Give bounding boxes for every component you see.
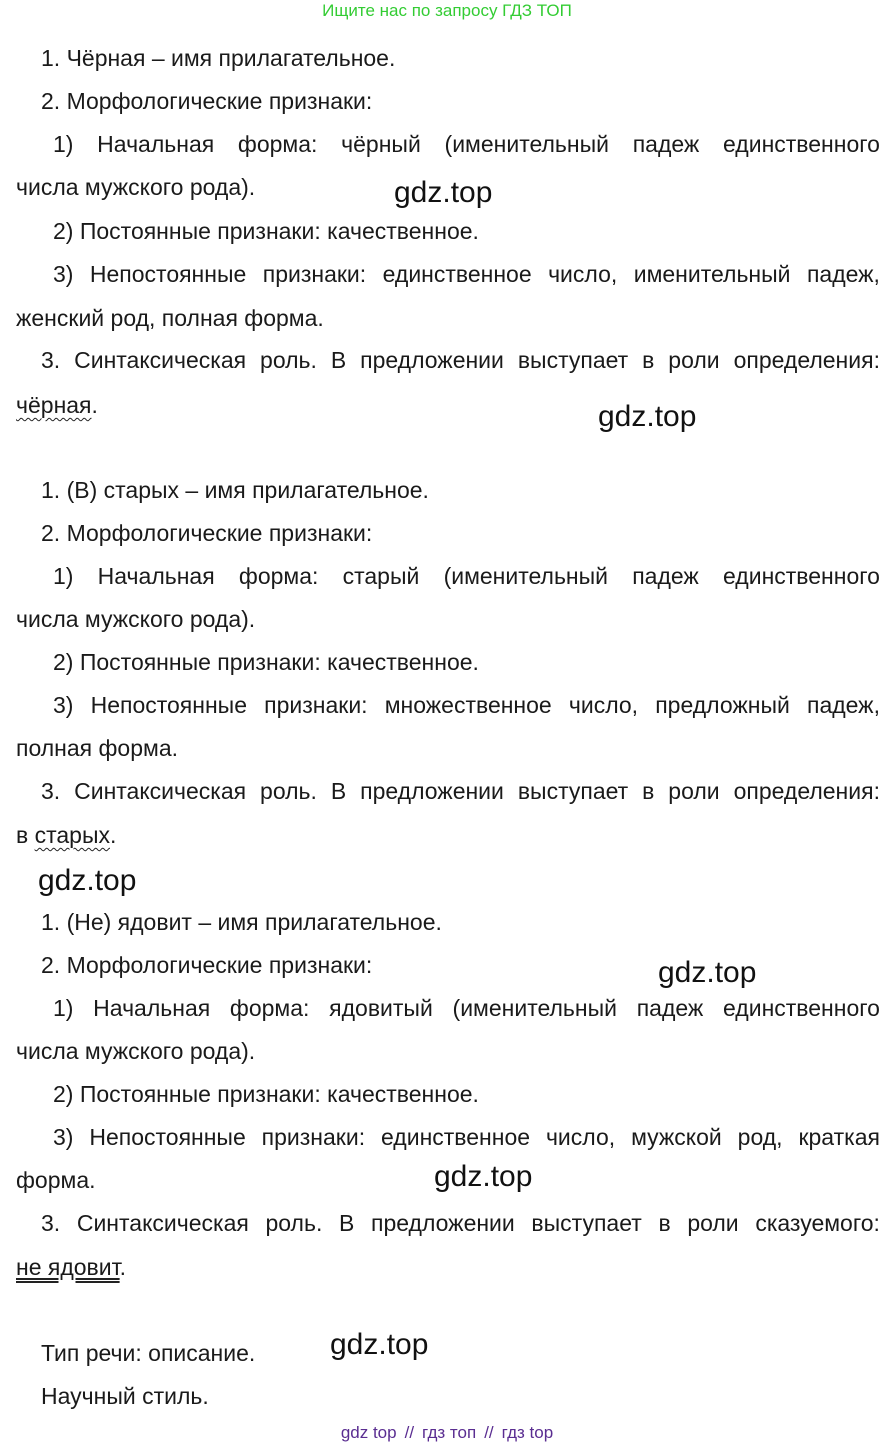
footer-link[interactable]: гдз top bbox=[501, 1423, 554, 1442]
block2-line3 bbox=[53, 561, 880, 591]
word: В bbox=[330, 347, 347, 373]
word: (именительный bbox=[443, 563, 609, 589]
word: 3. bbox=[41, 778, 61, 804]
word: предложный bbox=[655, 692, 790, 718]
word: форма: bbox=[229, 995, 310, 1021]
word: 3) bbox=[53, 261, 74, 287]
word: краткая bbox=[798, 1124, 880, 1150]
word: 3) bbox=[53, 1124, 74, 1150]
word: именительный bbox=[633, 261, 791, 287]
word: роль. bbox=[260, 778, 317, 804]
word: сказуемого: bbox=[755, 1210, 880, 1236]
word: единственного bbox=[723, 995, 880, 1021]
footer-separator: // bbox=[484, 1423, 494, 1442]
word: 1) bbox=[53, 995, 74, 1021]
block3-line3 bbox=[53, 993, 880, 1023]
word: Синтаксическая bbox=[76, 1210, 249, 1236]
word: род, bbox=[737, 1124, 783, 1150]
word: в bbox=[658, 1210, 671, 1236]
word: Непостоянные bbox=[89, 261, 247, 287]
word: 1) bbox=[53, 131, 74, 157]
word: роль. bbox=[265, 1210, 323, 1236]
word: Синтаксическая bbox=[74, 778, 247, 804]
word: 3) bbox=[53, 692, 74, 718]
word: В bbox=[330, 778, 347, 804]
speech-type: Тип речи: описание. bbox=[41, 1340, 256, 1366]
word: роли bbox=[668, 778, 720, 804]
word: Начальная bbox=[97, 131, 215, 157]
word: признаки: bbox=[261, 1124, 366, 1150]
punctuation: . bbox=[119, 1254, 126, 1280]
word: 1) bbox=[53, 563, 74, 589]
word: единственного bbox=[723, 563, 880, 589]
word: множественное bbox=[384, 692, 552, 718]
underlined-word: чёрная bbox=[16, 392, 92, 418]
watermark: gdz.top bbox=[658, 956, 757, 989]
watermark: gdz.top bbox=[394, 176, 493, 209]
block3-line4: числа мужского рода). bbox=[16, 1038, 256, 1064]
word: признаки: bbox=[262, 261, 367, 287]
word: Синтаксическая bbox=[74, 347, 247, 373]
block1-line2: 2. Морфологические признаки: bbox=[41, 88, 373, 114]
word: падеж bbox=[632, 563, 699, 589]
footer-separator: // bbox=[404, 1423, 415, 1442]
word: единственное bbox=[382, 261, 532, 287]
prefix-text: в bbox=[16, 822, 35, 848]
word: признаки: bbox=[264, 692, 368, 718]
block1-line8 bbox=[41, 345, 880, 375]
word: (именительный bbox=[444, 131, 609, 157]
block1-line1: 1. Чёрная – имя прилагательное. bbox=[41, 45, 396, 71]
block1-line5: 2) Постоянные признаки: качественное. bbox=[53, 218, 479, 244]
word: предложении bbox=[360, 778, 504, 804]
word: число, bbox=[545, 1124, 616, 1150]
watermark: gdz.top bbox=[330, 1328, 429, 1361]
block3-line5: 2) Постоянные признаки: качественное. bbox=[53, 1081, 479, 1107]
word: роли bbox=[687, 1210, 739, 1236]
word: определения: bbox=[733, 347, 880, 373]
word: роль. bbox=[260, 347, 317, 373]
word: определения: bbox=[733, 778, 880, 804]
word: падеж, bbox=[806, 692, 880, 718]
word: падеж, bbox=[806, 261, 880, 287]
word: старый bbox=[342, 563, 420, 589]
footer-links bbox=[0, 1423, 894, 1443]
word: выступает bbox=[517, 347, 629, 373]
block1-line7: женский род, полная форма. bbox=[16, 305, 324, 331]
block1-line6 bbox=[53, 259, 880, 289]
word: выступает bbox=[517, 778, 629, 804]
word: падеж bbox=[636, 995, 704, 1021]
word: выступает bbox=[531, 1210, 642, 1236]
cropped-text-remnant bbox=[120, 14, 210, 20]
block2-line4: числа мужского рода). bbox=[16, 606, 256, 632]
block3-line8 bbox=[41, 1208, 880, 1238]
word: Начальная bbox=[93, 995, 211, 1021]
word: падеж bbox=[632, 131, 700, 157]
speech-style: Научный стиль. bbox=[41, 1383, 209, 1409]
watermark: gdz.top bbox=[434, 1160, 533, 1193]
word: роли bbox=[668, 347, 720, 373]
block3-line2: 2. Морфологические признаки: bbox=[41, 952, 373, 978]
double-underlined-word: не ядовит bbox=[16, 1254, 120, 1280]
block1-line3 bbox=[53, 129, 880, 159]
block2-line2: 2. Морфологические признаки: bbox=[41, 520, 373, 546]
word: единственного bbox=[723, 131, 880, 157]
block3-line9 bbox=[16, 1252, 126, 1282]
word: (именительный bbox=[452, 995, 617, 1021]
watermark: gdz.top bbox=[38, 864, 137, 897]
word: число, bbox=[568, 692, 639, 718]
word: 3. bbox=[41, 1210, 61, 1236]
block2-line6 bbox=[53, 690, 880, 720]
word: В bbox=[339, 1210, 355, 1236]
block1-line4: числа мужского рода). bbox=[16, 174, 256, 200]
punctuation: . bbox=[110, 822, 117, 848]
word: единственное bbox=[381, 1124, 531, 1150]
word: в bbox=[642, 347, 655, 373]
block2-line7: полная форма. bbox=[16, 735, 178, 761]
block2-line5: 2) Постоянные признаки: качественное. bbox=[53, 649, 479, 675]
block2-line9 bbox=[16, 820, 116, 850]
block2-line1: 1. (В) старых – имя прилагательное. bbox=[41, 477, 429, 503]
top-banner[interactable]: Ищите нас по запросу ГДЗ ТОП bbox=[322, 1, 572, 20]
word: 3. bbox=[41, 347, 61, 373]
block2-line8 bbox=[41, 776, 880, 806]
watermark: gdz.top bbox=[598, 400, 697, 433]
word: предложении bbox=[360, 347, 504, 373]
block3-line7: форма. bbox=[16, 1167, 96, 1193]
word: ядовитый bbox=[329, 995, 433, 1021]
block1-line9 bbox=[16, 390, 98, 420]
word: форма: bbox=[237, 131, 318, 157]
word: Непостоянные bbox=[90, 692, 247, 718]
word: мужской bbox=[631, 1124, 722, 1150]
block3-line6 bbox=[53, 1122, 880, 1152]
word: в bbox=[642, 778, 655, 804]
block3-line1: 1. (Не) ядовит – имя прилагательное. bbox=[41, 909, 442, 935]
word: форма: bbox=[238, 563, 319, 589]
underlined-word: старых bbox=[34, 822, 110, 848]
punctuation: . bbox=[91, 392, 98, 418]
footer-link[interactable]: гдз топ bbox=[422, 1423, 477, 1442]
word: чёрный bbox=[341, 131, 421, 157]
word: число, bbox=[548, 261, 618, 287]
word: предложении bbox=[371, 1210, 515, 1236]
word: Непостоянные bbox=[89, 1124, 246, 1150]
footer-link[interactable]: gdz top bbox=[340, 1423, 397, 1442]
word: Начальная bbox=[97, 563, 215, 589]
